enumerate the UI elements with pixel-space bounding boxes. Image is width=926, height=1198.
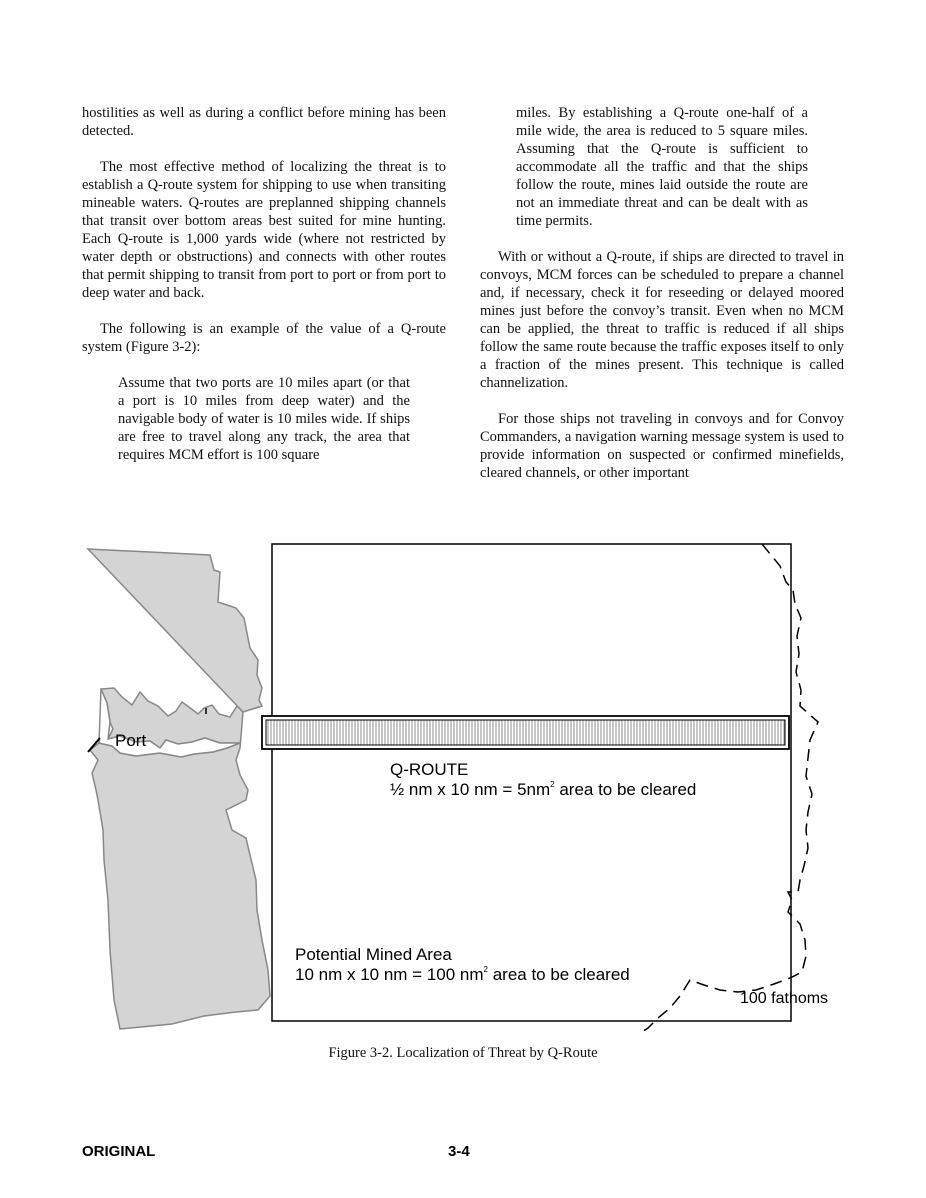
- land-mass: [88, 549, 270, 1029]
- fathom-label: 100 fathoms: [740, 990, 829, 1007]
- port-label: Port: [115, 731, 147, 750]
- q-route-formula: ½ nm x 10 nm = $5nm^2$ area to be cleared: [390, 780, 697, 799]
- paragraph: The following is an example of the value of a Q-route system (Figure 3-2):: [82, 321, 446, 355]
- q-route-hatching: [266, 720, 785, 745]
- mined-area-title: Potential Mined Area: [295, 945, 452, 964]
- paragraph: With or without a Q-route, if ships are directed to travel in convoys, MCM forces can be scheduled to prepare a channel and, if necessary, check it for reseeding or delayed moored mines just before the convoy’s transit. Even when no MCM can be applied, the threat to traffic is reduced if all ships follow the same route because the traffic exposes itself to only a fraction of the mines present. This technique is called channelization.: [480, 249, 844, 391]
- block-quote-continued: miles. By establishing a Q-route one-half of a mile wide, the area is reduced to 5 square miles. Assuming that the Q-route is sufficient to accommodate all the traffic and that the ships follow the route, mines laid outside the route are not an immediate threat and can be dealt with as time permits.: [516, 105, 808, 229]
- paragraph: The most effective method of localizing the threat is to establish a Q-route system for shipping to use when transiting mineable waters. Q-routes are preplanned shipping channels that transit over bottom areas best suited for mine hunting. Each Q-route is 1,000 yards wide (where not restricted by water depth or obstructions) and connects with other routes that permit shipping to transit from port to port or from port to deep water and back.: [82, 159, 446, 301]
- figure-caption: Figure 3-2. Localization of Threat by Q-Route: [328, 1045, 598, 1061]
- block-quote: Assume that two ports are 10 miles apart (or that a port is 10 miles from deep water) and the navigable body of water is 10 miles wide. If ships are free to travel along any track, the area that requires MCM effort is 100 square: [118, 375, 410, 463]
- page-number: 3-4: [448, 1143, 470, 1160]
- paragraph: hostilities as well as during a conflict before mining has been detected.: [82, 105, 446, 139]
- footer-original: ORIGINAL: [82, 1143, 156, 1160]
- mined-area-formula: 10 nm x 10 nm = 100 $nm^2$ area to be cleared: [295, 965, 630, 984]
- q-route-title: Q-ROUTE: [390, 760, 469, 779]
- paragraph: For those ships not traveling in convoys and for Convoy Commanders, a navigation warning message system is used to provide information on suspected or confirmed minefields, cleared channels, or other important: [480, 411, 844, 481]
